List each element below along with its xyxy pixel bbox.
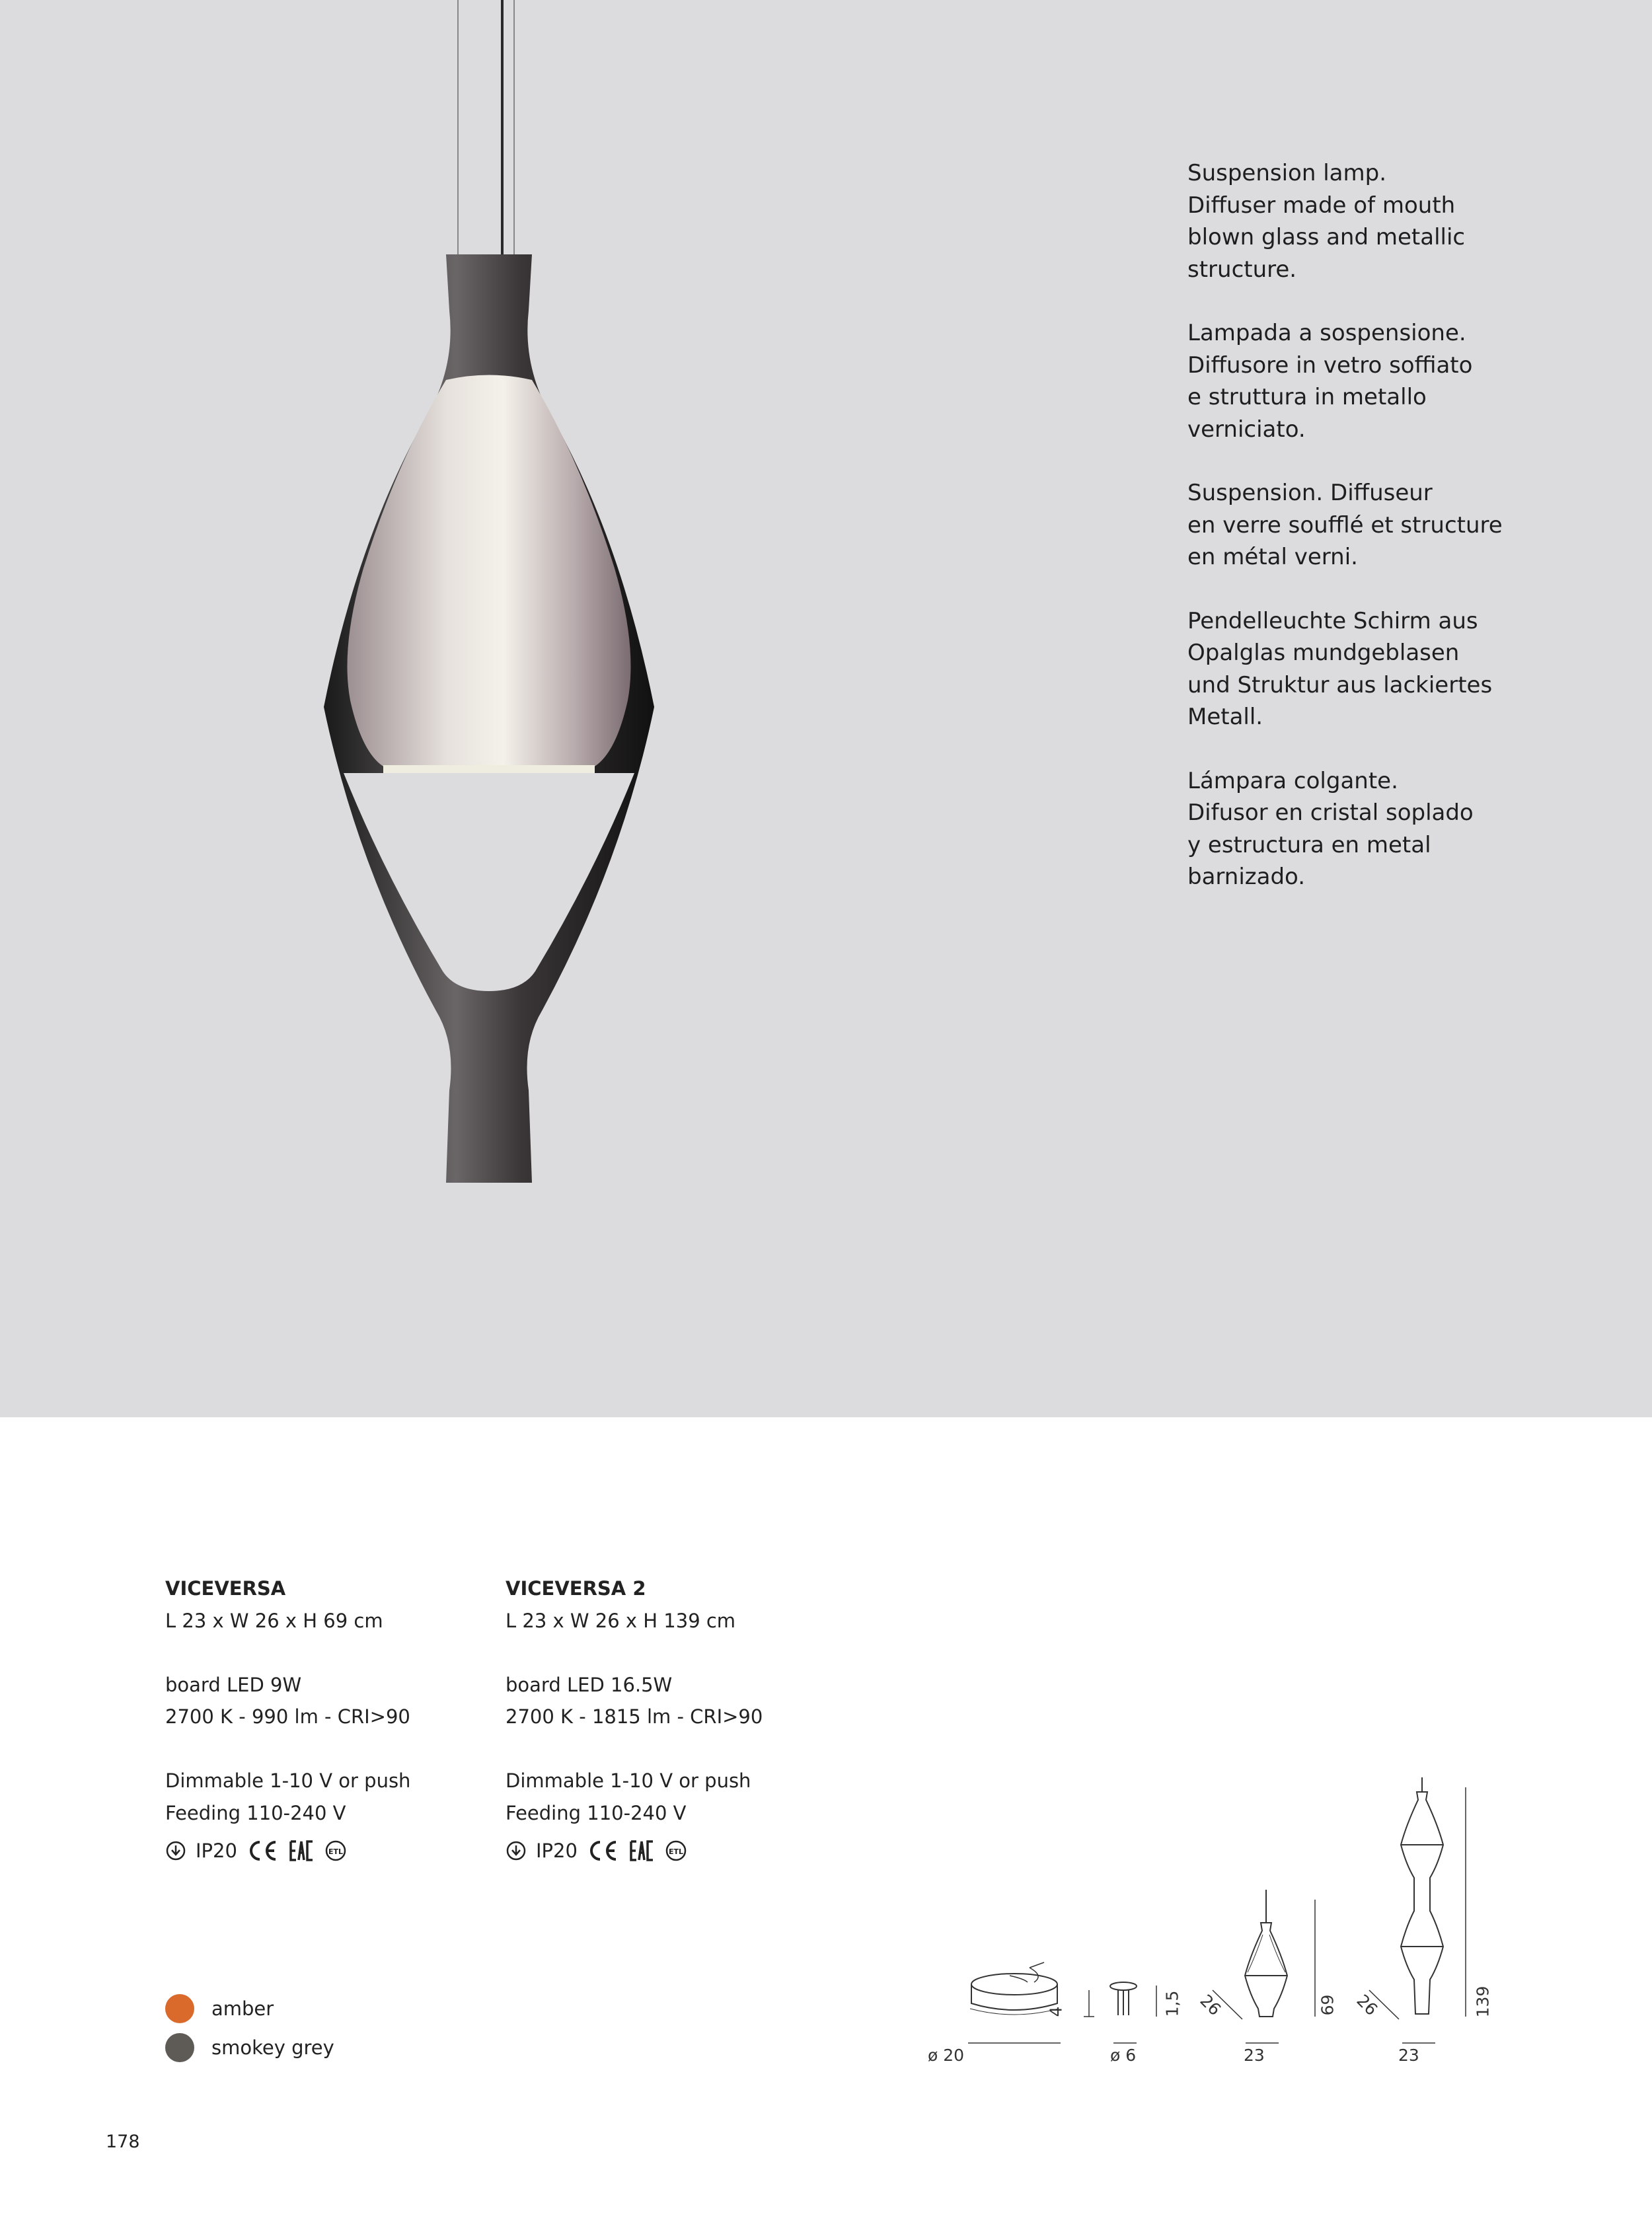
description-spanish: Lámpara colgante. Difusor en cristal soplado y estructura en metal barnizado. <box>1187 767 1474 890</box>
single-width-label: 23 <box>1244 2046 1265 2065</box>
single-lamp-drawing <box>1213 1890 1315 2043</box>
product-name: VICEVERSA 2 <box>506 1577 646 1600</box>
single-depth-label: 26 <box>1196 1990 1225 2020</box>
ce-mark-icon <box>246 1840 280 1862</box>
finish-label: amber <box>211 1997 274 2020</box>
finish-swatch <box>165 2033 194 2062</box>
eac-mark-icon <box>629 1840 656 1862</box>
product-size: L 23 x W 26 x H 139 cm <box>506 1609 736 1632</box>
etl-mark-icon <box>665 1840 687 1862</box>
svg-text:ETL: ETL <box>668 1847 683 1856</box>
description-italian: Lampada a sospensione. Diffusore in vetro soffiato e struttura in metallo verniciato. <box>1187 320 1473 443</box>
finish-swatch <box>165 1994 194 2023</box>
spec-viceversa <box>165 1573 410 1867</box>
finish-smokey-grey <box>165 2033 334 2062</box>
ip-rating: IP20 <box>536 1839 578 1862</box>
ce-mark-icon <box>587 1840 620 1862</box>
canopy-diameter-label: ø 20 <box>928 2046 965 2065</box>
certifications <box>165 1834 410 1867</box>
light-specs: 2700 K - 990 lm - CRI>90 <box>165 1705 410 1728</box>
etl-mark-icon <box>324 1840 347 1862</box>
svg-text:ETL: ETL <box>328 1847 343 1856</box>
product-description <box>1187 157 1531 925</box>
finish-label: smokey grey <box>211 2036 334 2059</box>
light-source: board LED 16.5W <box>506 1673 673 1696</box>
description-french: Suspension. Diffuseur en verre soufflé et structure en métal verni. <box>1187 480 1503 570</box>
dimming: Dimmable 1-10 V or push <box>165 1769 411 1792</box>
eac-mark-icon <box>289 1840 315 1862</box>
fixing-height-label: 1,5 <box>1162 1990 1182 2017</box>
description-english: Suspension lamp. Diffuser made of mouth blown glass and metallic structure. <box>1187 160 1466 283</box>
double-lamp-drawing <box>1369 1777 1466 2043</box>
product-name: VICEVERSA <box>165 1577 286 1600</box>
fixing-drawing <box>1110 1982 1156 2043</box>
class-II-icon <box>506 1840 527 1861</box>
light-source: board LED 9W <box>165 1673 302 1696</box>
double-depth-label: 26 <box>1353 1990 1382 2020</box>
canopy-height-label: 4 <box>1046 2006 1066 2017</box>
spec-viceversa-2 <box>506 1573 763 1867</box>
double-height-label: 139 <box>1473 1986 1493 2018</box>
finish-amber <box>165 1994 274 2023</box>
feeding: Feeding 110-240 V <box>506 1801 687 1824</box>
fixing-diameter-label: ø 6 <box>1110 2046 1137 2065</box>
product-size: L 23 x W 26 x H 69 cm <box>165 1609 383 1632</box>
certifications <box>506 1834 763 1867</box>
single-height-label: 69 <box>1318 1994 1337 2016</box>
canopy-drawing <box>968 1962 1094 2043</box>
page-number: 178 <box>106 2132 140 2152</box>
ip-rating: IP20 <box>196 1839 237 1862</box>
class-II-icon <box>165 1840 186 1861</box>
feeding: Feeding 110-240 V <box>165 1801 346 1824</box>
description-german: Pendelleuchte Schirm aus Opalglas mundgeblasen und Struktur aus lackiertes Metall. <box>1187 607 1493 730</box>
pendant-lamp-image <box>304 0 674 1189</box>
dimming: Dimmable 1-10 V or push <box>506 1769 751 1792</box>
light-specs: 2700 K - 1815 lm - CRI>90 <box>506 1705 763 1728</box>
double-width-label: 23 <box>1398 2046 1419 2065</box>
